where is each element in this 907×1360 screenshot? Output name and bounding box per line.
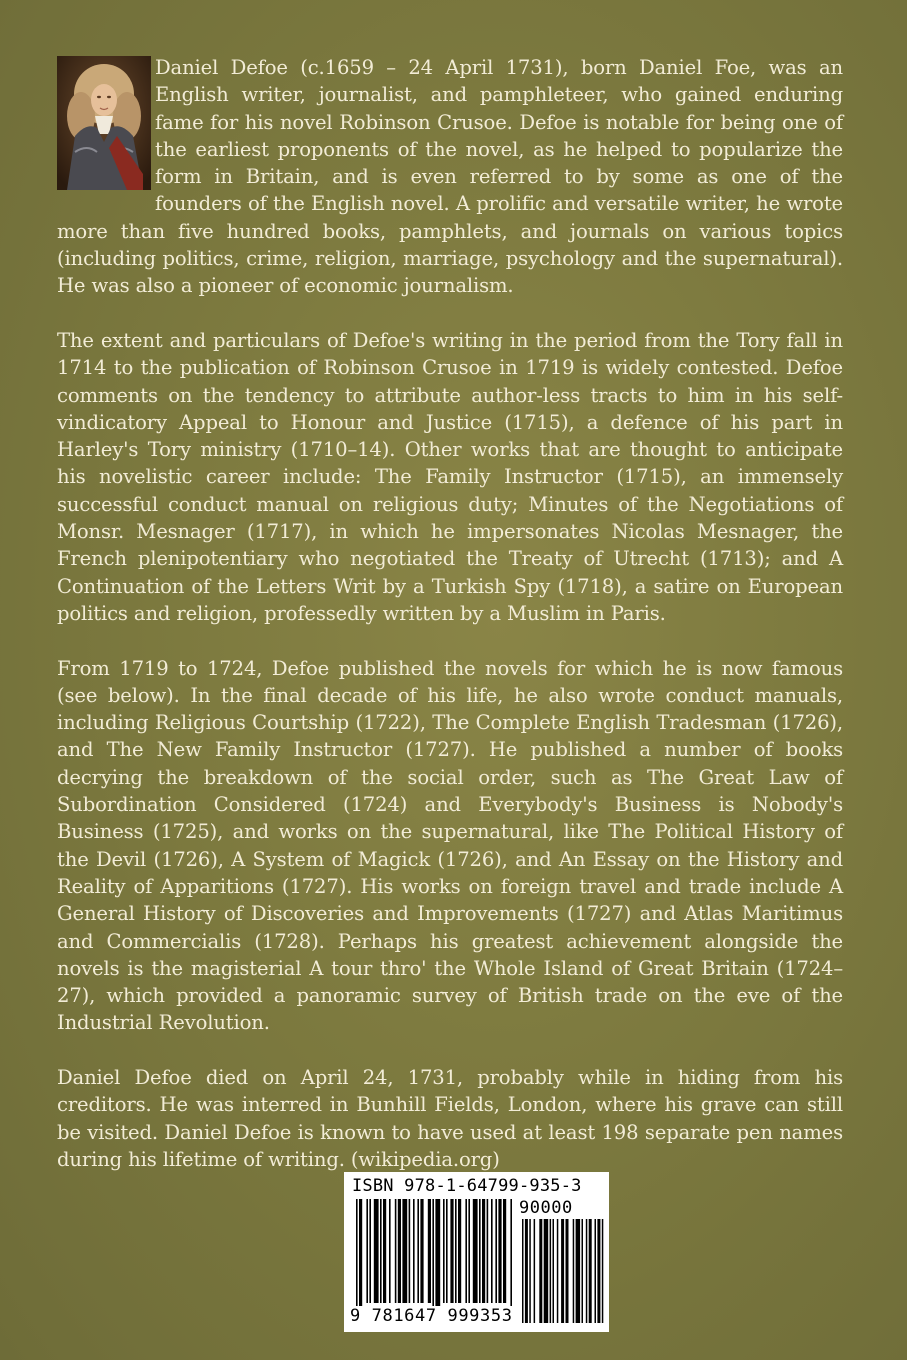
barcode-bar: [455, 1199, 457, 1303]
barcode-bar: [432, 1199, 434, 1311]
barcode-bar: [443, 1199, 445, 1303]
barcode-bar: [487, 1199, 489, 1303]
barcode-addon-bar: [566, 1219, 569, 1323]
author-biography: [57, 54, 843, 1200]
barcode-bar: [479, 1199, 481, 1303]
barcode-bar: [395, 1199, 397, 1303]
barcode-bar: [409, 1199, 411, 1303]
barcode-bar: [503, 1199, 506, 1303]
barcode-bar: [446, 1199, 448, 1303]
barcode-addon-bar: [597, 1219, 600, 1323]
barcode-bar: [473, 1199, 478, 1303]
barcode-addon-bar: [534, 1219, 536, 1323]
barcode-bar: [369, 1199, 371, 1303]
barcode-addon-bar: [582, 1219, 584, 1323]
barcode-bar: [491, 1199, 493, 1303]
author-portrait: [57, 56, 151, 190]
barcode-bar: [374, 1199, 379, 1303]
barcode-addon-bar: [586, 1219, 588, 1323]
barcode-bar: [417, 1199, 419, 1303]
barcode-bar: [450, 1199, 453, 1303]
barcode-bar: [398, 1199, 401, 1303]
barcode-addon-bar: [550, 1219, 552, 1323]
barcode-addon-bar: [539, 1219, 542, 1323]
barcode-addon-bar: [553, 1219, 555, 1323]
barcode-bar: [465, 1199, 467, 1303]
barcode-bar: [389, 1199, 391, 1303]
barcode-addon-bar: [529, 1219, 531, 1323]
barcode-bar: [482, 1199, 485, 1303]
barcode-addon-bar: [573, 1219, 575, 1323]
barcode-bar: [380, 1199, 382, 1303]
barcode-number: 9 781647 999353: [350, 1306, 513, 1326]
barcode-addon-bar: [557, 1219, 559, 1323]
barcode-bar: [383, 1199, 386, 1303]
barcode-bar: [510, 1199, 512, 1311]
barcode-addon-bar: [522, 1219, 524, 1323]
isbn-label: ISBN 978-1-64799-935-3: [352, 1176, 582, 1196]
barcode-bar: [402, 1199, 407, 1303]
barcode-bar: [498, 1199, 501, 1303]
price-code: 90000: [519, 1198, 573, 1218]
barcode-bar: [495, 1199, 497, 1303]
barcode-addon-bar: [576, 1219, 581, 1323]
barcode-bar: [420, 1199, 423, 1303]
barcode-addon-bar: [589, 1219, 592, 1323]
barcode-bar: [359, 1199, 362, 1311]
barcode-addon-bar: [525, 1219, 528, 1323]
barcode-bar: [356, 1199, 358, 1311]
barcode-bar: [428, 1199, 431, 1303]
barcode-addon-bar: [602, 1219, 604, 1323]
barcode-addon-bar: [595, 1219, 597, 1323]
paragraph-2: The extent and particulars of Defoe's writing in the period from the Tory fall in 1714 to the publication of Robinson Crusoe in 1719 is widely contested. Defoe comments on the tendency to attribute author-less tracts to him in his self-vindicatory Appeal to Honour and Justice (1715), a defence of his part in Harley's Tory ministry (1710–14). Other works that are thought to anticipate his novelistic career include: The Family Instructor (1715), an immensely successful conduct manual on religious duty; Minutes of the Negotiations of Monsr. Mesnager (1717), in which he impersonates Nicolas Mesnager, the French plenipotentiary who negotiated the Treaty of Utrecht (1713); and A Continuation of the Letters Writ by a Turkish Spy (1718), a satire on European politics and religion, professedly written by a Muslim in Paris.: [57, 328, 843, 625]
paragraph-1: Daniel Defoe (c.1659 – 24 April 1731), born Daniel Foe, was an English writer, journalist, and pamphleteer, who gained enduring fame for his novel Robinson Crusoe. Defoe is notable for being one of the earliest proponents of the novel, as he helped to popularize the form in Britain, and is even referred to by some as one of the founders of the English novel. A prolific and versatile writer, he wrote more than five hundred books, pamphlets, and journals on various topics (including politics, crime, religion, marriage, psychology and the supernatural). He was also a pioneer of economic journalism.: [57, 56, 843, 298]
barcode-addon-bar: [561, 1219, 564, 1323]
barcode-bar: [366, 1199, 368, 1303]
barcode-bar: [435, 1199, 440, 1311]
paragraph-4: Daniel Defoe died on April 24, 1731, probably while in hiding from his creditors. He was interred in Bunhill Fields, London, where his grave can still be visited. Daniel Defoe is known to have used at least 198 separate pen names during his lifetime of writing. (wikipedia.org): [57, 1065, 843, 1171]
barcode-addon-bar: [544, 1219, 549, 1323]
barcode-bar: [468, 1199, 470, 1303]
isbn-barcode: [344, 1172, 609, 1332]
barcode-bar: [458, 1199, 461, 1303]
barcode-bar: [413, 1199, 415, 1303]
paragraph-3: From 1719 to 1724, Defoe published the novels for which he is now famous (see below). In the final decade of his life, he also wrote conduct manuals, including Religious Courtship (1722), The Complete English Tradesman (1726), and The New Family Instructor (1727). He published a number of books decrying the breakdown of the social order, such as The Great Law of Subordination Considered (1724) and Everybody's Business is Nobody's Business (1725), and works on the supernatural, like The Political History of the Devil (1726), A System of Magick (1726), and An Essay on the History and Reality of Apparitions (1727). His works on foreign travel and trade include A General History of Discoveries and Improvements (1727) and Atlas Maritimus and Commercialis (1728). Perhaps his greatest achievement alongside the novels is the magisterial A tour thro' the Whole Island of Great Britain (1724–27), which provided a panoramic survey of British trade on the eve of the Industrial Revolution.: [57, 656, 843, 1035]
